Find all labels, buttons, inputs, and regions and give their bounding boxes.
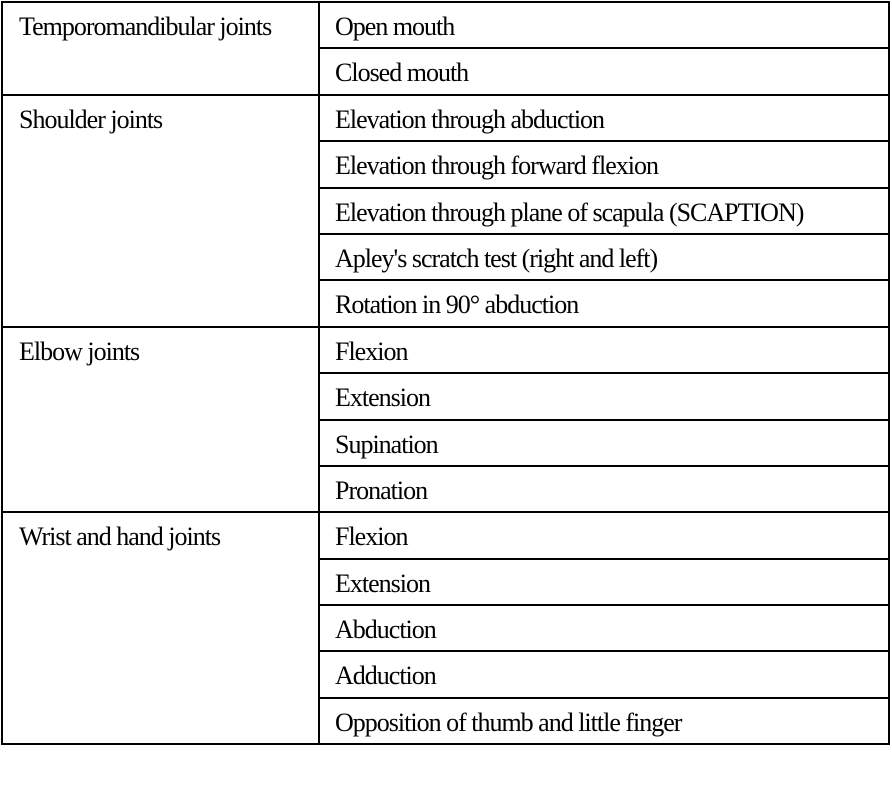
movement-cell: Pronation — [319, 466, 889, 512]
table-row — [2, 2, 889, 48]
movement-cell: Rotation in 90° abduction — [319, 280, 889, 326]
movement-cell: Elevation through forward flexion — [319, 141, 889, 187]
movement-cell: Open mouth — [319, 2, 889, 48]
joint-name-cell: Temporomandibular joints — [2, 2, 319, 95]
movement-cell: Extension — [319, 559, 889, 605]
movement-cell: Supination — [319, 420, 889, 466]
movement-cell: Flexion — [319, 327, 889, 373]
joint-movement-table — [1, 1, 890, 745]
joint-name-cell: Elbow joints — [2, 327, 319, 513]
movement-cell: Apley's scratch test (right and left) — [319, 234, 889, 280]
movement-cell: Adduction — [319, 651, 889, 697]
table-row — [2, 327, 889, 373]
movement-cell: Opposition of thumb and little finger — [319, 698, 889, 744]
table-row — [2, 95, 889, 141]
joint-name-cell: Shoulder joints — [2, 95, 319, 327]
movement-cell: Flexion — [319, 512, 889, 558]
movement-cell: Extension — [319, 373, 889, 419]
movement-cell: Abduction — [319, 605, 889, 651]
movement-cell: Elevation through plane of scapula (SCAPTION) — [319, 188, 889, 234]
movement-cell: Elevation through abduction — [319, 95, 889, 141]
joint-name-cell: Wrist and hand joints — [2, 512, 319, 744]
movement-cell: Closed mouth — [319, 48, 889, 94]
table-row — [2, 512, 889, 558]
